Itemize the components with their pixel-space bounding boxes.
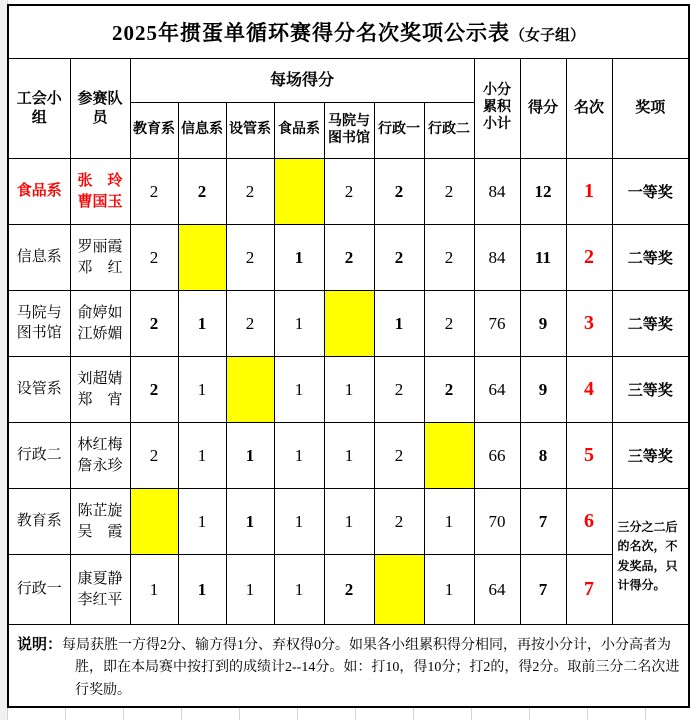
players-cell[interactable] [70, 555, 130, 625]
score-cell[interactable]: 1 [274, 423, 324, 489]
score-cell[interactable]: 1 [274, 225, 324, 291]
award-cell[interactable]: 二等奖 [612, 291, 689, 357]
header-score[interactable]: 得分 [520, 59, 566, 159]
header-opponent-cell[interactable]: 马院与图书馆 [324, 103, 374, 159]
score-cell[interactable]: 2 [374, 489, 424, 555]
header-opponent-cell[interactable]: 食品系 [274, 103, 324, 159]
header-players[interactable]: 参赛队员 [70, 59, 130, 159]
player-name: 刘超婧 [77, 370, 123, 387]
player-name: 郑 宵 [77, 391, 123, 408]
score-cell[interactable]: 2 [226, 225, 274, 291]
results-table [7, 4, 690, 708]
header-opponent-cell[interactable]: 行政二 [424, 103, 474, 159]
group-cell[interactable]: 行政二 [8, 423, 70, 489]
score-cell[interactable]: 1 [178, 555, 226, 625]
self-match-cell[interactable] [226, 357, 274, 423]
player-name: 吴 霞 [77, 523, 123, 540]
table-row [8, 159, 689, 225]
total-score-cell[interactable]: 9 [520, 357, 566, 423]
table-row [8, 291, 689, 357]
self-match-cell[interactable] [274, 159, 324, 225]
rank-cell[interactable]: 6 [566, 489, 612, 555]
score-cell[interactable]: 2 [130, 423, 178, 489]
player-name: 张 玲 [77, 172, 123, 189]
score-cell[interactable]: 2 [130, 225, 178, 291]
score-cell[interactable]: 2 [130, 357, 178, 423]
score-cell[interactable]: 2 [424, 291, 474, 357]
self-match-cell[interactable] [424, 423, 474, 489]
score-cell[interactable]: 1 [324, 423, 374, 489]
player-name: 邓 红 [77, 259, 123, 276]
rank-cell[interactable]: 1 [566, 159, 612, 225]
score-cell[interactable]: 1 [226, 423, 274, 489]
score-cell[interactable]: 1 [226, 555, 274, 625]
player-name: 康夏静 [77, 570, 123, 587]
score-cell[interactable]: 2 [130, 159, 178, 225]
header-per-match[interactable]: 每场得分 [130, 59, 474, 103]
award-cell[interactable]: 三等奖 [612, 357, 689, 423]
score-cell[interactable]: 1 [178, 423, 226, 489]
score-cell[interactable]: 2 [424, 225, 474, 291]
score-cell[interactable]: 1 [178, 291, 226, 357]
group-cell[interactable]: 食品系 [8, 159, 70, 225]
score-cell[interactable]: 2 [424, 159, 474, 225]
score-cell[interactable]: 2 [374, 159, 424, 225]
subtotal-cell[interactable]: 84 [474, 159, 520, 225]
header-opponent-cell[interactable]: 信息系 [178, 103, 226, 159]
score-cell[interactable]: 2 [226, 159, 274, 225]
score-cell[interactable]: 1 [424, 489, 474, 555]
note-cell[interactable] [8, 625, 689, 708]
players-cell[interactable] [70, 423, 130, 489]
score-cell[interactable]: 1 [424, 555, 474, 625]
subtotal-cell[interactable]: 70 [474, 489, 520, 555]
player-name: 李红平 [77, 591, 123, 608]
rank-cell[interactable]: 4 [566, 357, 612, 423]
total-score-cell[interactable]: 11 [520, 225, 566, 291]
player-name: 罗丽霞 [77, 238, 123, 255]
rank-cell[interactable]: 5 [566, 423, 612, 489]
player-name: 詹永珍 [77, 457, 123, 474]
score-cell[interactable]: 2 [324, 225, 374, 291]
score-cell[interactable]: 2 [424, 357, 474, 423]
players-cell[interactable] [70, 159, 130, 225]
rank-cell[interactable]: 7 [566, 555, 612, 625]
rank-cell[interactable]: 3 [566, 291, 612, 357]
group-cell[interactable]: 行政一 [8, 555, 70, 625]
score-cell[interactable]: 2 [374, 225, 424, 291]
score-cell[interactable]: 1 [178, 489, 226, 555]
player-name: 江娇媚 [77, 325, 123, 342]
score-cell[interactable]: 2 [324, 555, 374, 625]
header-rank[interactable]: 名次 [566, 59, 612, 159]
score-cell[interactable]: 2 [226, 291, 274, 357]
rank-cell[interactable]: 2 [566, 225, 612, 291]
player-name: 林红梅 [77, 436, 123, 453]
header-subtotal[interactable]: 小分累积小计 [474, 59, 520, 159]
score-cell[interactable]: 1 [226, 489, 274, 555]
subtotal-cell[interactable]: 66 [474, 423, 520, 489]
page-title-suffix: （女子组） [510, 28, 586, 44]
players-cell[interactable] [70, 489, 130, 555]
score-cell[interactable]: 1 [274, 489, 324, 555]
score-cell[interactable]: 1 [324, 489, 374, 555]
group-cell[interactable]: 设管系 [8, 357, 70, 423]
subtotal-cell[interactable]: 84 [474, 225, 520, 291]
total-score-cell[interactable]: 7 [520, 489, 566, 555]
players-cell[interactable] [70, 357, 130, 423]
header-opponent-cell[interactable]: 行政一 [374, 103, 424, 159]
subtotal-cell[interactable]: 76 [474, 291, 520, 357]
self-match-cell[interactable] [178, 225, 226, 291]
players-cell[interactable] [70, 225, 130, 291]
award-cell[interactable]: 三等奖 [612, 423, 689, 489]
self-match-cell[interactable] [130, 489, 178, 555]
score-cell[interactable]: 2 [324, 159, 374, 225]
note-text: 说明：每局获胜一方得2分、输方得1分、弃权得0分。如果各小组累积得分相同，再按小分计，小分高者为胜，即在本局赛中按打到的成绩计2--14分。如：打10，得10分；打2的，得2分。取前三分二名次进行奖励。 [17, 637, 680, 698]
subtotal-cell[interactable]: 64 [474, 555, 520, 625]
player-name: 曹国玉 [77, 193, 123, 210]
score-cell[interactable]: 1 [274, 555, 324, 625]
score-cell[interactable]: 1 [274, 291, 324, 357]
table-row [8, 423, 689, 489]
total-score-cell[interactable]: 7 [520, 555, 566, 625]
score-cell[interactable]: 1 [374, 291, 424, 357]
subtotal-cell[interactable]: 64 [474, 357, 520, 423]
table-row [8, 555, 689, 625]
table-row [8, 357, 689, 423]
header-award[interactable]: 奖项 [612, 59, 689, 159]
header-opponent-cell[interactable]: 设管系 [226, 103, 274, 159]
group-cell[interactable]: 教育系 [8, 489, 70, 555]
table-row [8, 489, 689, 555]
score-cell[interactable]: 1 [324, 357, 374, 423]
score-cell[interactable]: 1 [274, 357, 324, 423]
player-name: 俞婷如 [77, 304, 123, 321]
header-group[interactable]: 工会小组 [8, 59, 70, 159]
group-cell[interactable]: 马院与图书馆 [8, 291, 70, 357]
score-cell[interactable]: 2 [374, 423, 424, 489]
total-score-cell[interactable]: 9 [520, 291, 566, 357]
award-cell[interactable]: 一等奖 [612, 159, 689, 225]
self-match-cell[interactable] [324, 291, 374, 357]
score-cell[interactable]: 2 [374, 357, 424, 423]
note-label: 说明： [17, 637, 63, 653]
group-cell[interactable]: 信息系 [8, 225, 70, 291]
award-merged-cell[interactable]: 三分之二后的名次，不发奖品，只计得分。 [612, 489, 689, 625]
total-score-cell[interactable]: 8 [520, 423, 566, 489]
players-cell[interactable] [70, 291, 130, 357]
score-cell[interactable]: 2 [178, 159, 226, 225]
total-score-cell[interactable]: 12 [520, 159, 566, 225]
player-name: 陈芷旋 [77, 502, 123, 519]
header-opponent-cell[interactable]: 教育系 [130, 103, 178, 159]
page-title: 2025年掼蛋单循环赛得分名次奖项公示表 [112, 21, 511, 45]
title-cell[interactable] [8, 5, 689, 59]
score-cell[interactable]: 2 [130, 291, 178, 357]
score-cell[interactable]: 1 [130, 555, 178, 625]
award-cell[interactable]: 二等奖 [612, 225, 689, 291]
score-cell[interactable]: 1 [178, 357, 226, 423]
table-row [8, 225, 689, 291]
self-match-cell[interactable] [374, 555, 424, 625]
